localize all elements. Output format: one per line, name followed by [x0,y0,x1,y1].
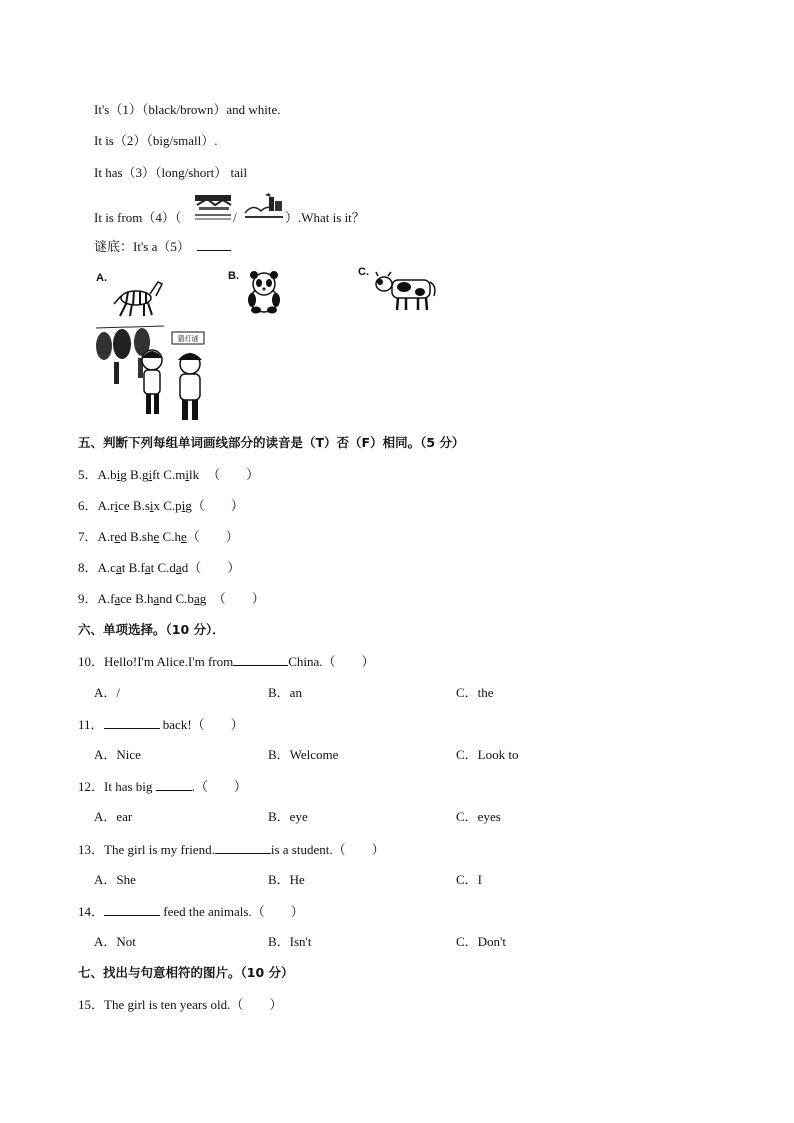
answer-paren[interactable]: （ ） [186,529,239,544]
answer-paren[interactable]: （ ） [188,560,241,575]
answer-blank[interactable] [104,716,160,729]
riddle-answer [94,238,231,255]
q12-option-b[interactable]: B．eye [268,809,308,824]
choice-b-label: B. [228,270,239,282]
section6-heading: 六、单项选择。（10 分）． [78,622,225,637]
choice-a-label: A. [96,272,107,284]
q11-option-c[interactable]: C．Look to [456,747,519,762]
riddle-line-1: It's（1）（black/brown）and white. [94,102,281,117]
q12-option-a[interactable]: A．ear [94,809,133,824]
answer-blank[interactable] [197,238,231,251]
riddle-answer-label: 谜底：It's a（5） [94,239,190,254]
q11-option-b[interactable]: B．Welcome [268,747,339,762]
city-picture [243,193,285,221]
section5-item-6: 6．A.rice B.six C.pig（ ） [78,498,244,513]
poster-sign-text: 猜灯谜 [177,335,199,343]
riddle-line-3: It has（3）（long/short） tail [94,165,248,180]
q14-option-c[interactable]: C．Don't [456,934,507,949]
section5-item-5: 5．A.big B.gift C.milk （ ） [78,467,260,482]
riddle-line-4-slash: / [233,210,237,225]
question-15: 15．The girl is ten years old.（ ） [78,997,283,1012]
section5-item-9: 9．A.face B.hand C.bag （ ） [78,591,265,606]
question-11: 11． back!（ ） [78,717,244,732]
choice-c-label: C. [358,266,369,278]
q10-option-c[interactable]: C．the [456,685,494,700]
zebra-icon [108,278,166,318]
q11-option-a[interactable]: A．Nice [94,747,141,762]
answer-blank[interactable] [233,653,288,666]
answer-blank[interactable] [215,841,271,854]
q14-option-b[interactable]: B．Isn't [268,934,312,949]
section7-heading: 七、找出与句意相符的图片。（10 分） [78,965,294,980]
answer-paren[interactable]: （ ） [191,498,244,513]
question-14: 14． feed the animals.（ ） [78,904,304,919]
q12-option-c[interactable]: C．eyes [456,809,501,824]
question-12: 12．It has big .（ ） [78,779,247,794]
section5-item-7: 7．A.red B.she C.he（ ） [78,529,239,544]
answer-blank[interactable] [104,903,160,916]
riddle-line-4 [94,210,181,226]
q10-option-b[interactable]: B．an [268,685,302,700]
panda-icon [244,270,284,314]
section5-item-8: 8．A.cat B.fat C.dad（ ） [78,560,241,575]
q10-option-a[interactable]: A．/ [94,685,121,700]
riddle-line-2: It is（2）（big/small）. [94,133,218,148]
section5-heading: 五、判断下列每组单词画线部分的读音是（T）否（F）相同。（5 分） [78,435,465,450]
answer-blank[interactable] [156,778,192,791]
question-13: 13．The girl is my friend. is a student.（ ） [78,842,385,857]
q13-option-c[interactable]: C．I [456,872,483,887]
riddle-line-4-suffix: ）.What is it？ [285,210,365,225]
q13-option-a[interactable]: A．She [94,872,136,887]
grassland-picture [193,193,233,221]
lantern-riddle-illustration [94,324,218,424]
q13-option-b[interactable]: B．He [268,872,305,887]
q14-option-a[interactable]: A．Not [94,934,136,949]
cow-icon [374,270,440,312]
answer-paren[interactable]: （ ） [206,591,265,606]
answer-paren[interactable]: （ ） [207,467,260,482]
riddle-line-4-prefix: It is from（4）（ [94,210,182,225]
question-10: 10．Hello!I'm Alice.I'm from China.（ ） [78,654,375,669]
